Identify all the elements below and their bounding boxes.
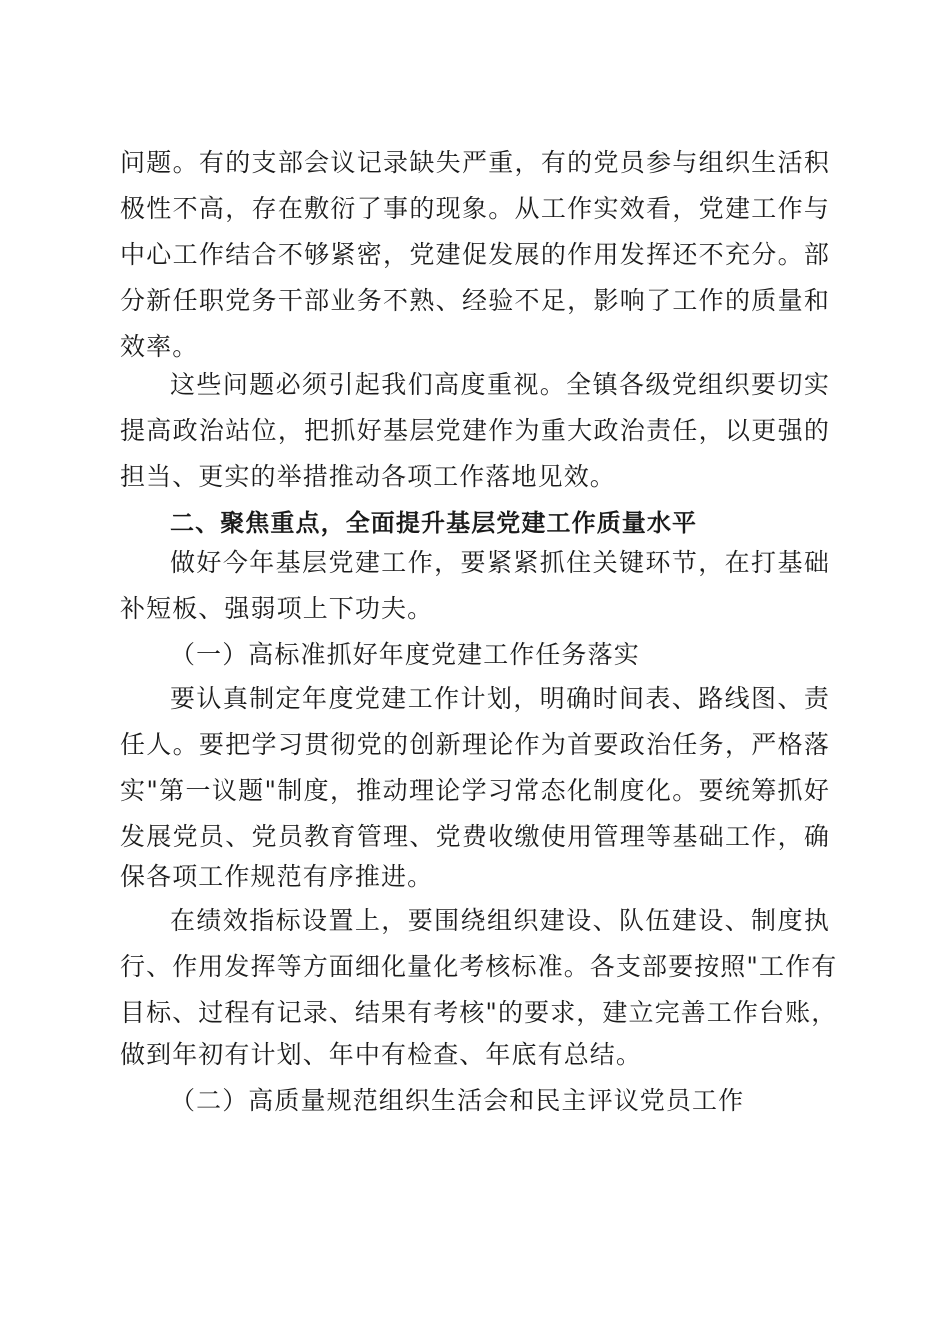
paragraph-line: 目标、过程有记录、结果有考核"的要求，建立完善工作台账，	[120, 998, 838, 1027]
paragraph-line: 补短板、强弱项上下功夫。	[120, 594, 434, 623]
paragraph-line: 任人。要把学习贯彻党的创新理论作为首要政治任务，严格落	[120, 730, 830, 759]
paragraph-line: 效率。	[120, 332, 199, 361]
paragraph-line: 做到年初有计划、年中有检查、年底有总结。	[120, 1040, 643, 1069]
section-heading: 二、聚焦重点，全面提升基层党建工作质量水平	[170, 509, 698, 537]
paragraph-line: 中心工作结合不够紧密，党建促发展的作用发挥还不充分。部	[120, 240, 830, 269]
paragraph-line: 发展党员、党员教育管理、党费收缴使用管理等基础工作，确	[120, 822, 830, 851]
paragraph-line: 提高政治站位，把抓好基层党建作为重大政治责任，以更强的	[120, 416, 830, 445]
paragraph-line: 保各项工作规范有序推进。	[120, 862, 434, 891]
paragraph-line: 问题。有的支部会议记录缺失严重，有的党员参与组织生活积	[120, 148, 830, 177]
paragraph-line: 在绩效指标设置上，要围绕组织建设、队伍建设、制度执	[170, 906, 830, 935]
paragraph-line: 要认真制定年度党建工作计划，明确时间表、路线图、责	[170, 684, 830, 713]
subsection-heading: （一）高标准抓好年度党建工作任务落实	[170, 640, 640, 669]
paragraph-line: 担当、更实的举措推动各项工作落地见效。	[120, 462, 616, 491]
subsection-heading: （二）高质量规范组织生活会和民主评议党员工作	[170, 1086, 745, 1115]
paragraph-line: 分新任职党务干部业务不熟、经验不足，影响了工作的质量和	[120, 286, 830, 315]
paragraph-line: 这些问题必须引起我们高度重视。全镇各级党组织要切实	[170, 370, 830, 399]
paragraph-line: 极性不高，存在敷衍了事的现象。从工作实效看，党建工作与	[120, 194, 830, 223]
paragraph-line: 行、作用发挥等方面细化量化考核标准。各支部要按照"工作有	[120, 952, 838, 981]
paragraph-line: 做好今年基层党建工作，要紧紧抓住关键环节，在打基础	[170, 548, 830, 577]
paragraph-line: 实"第一议题"制度，推动理论学习常态化制度化。要统筹抓好	[120, 776, 830, 805]
